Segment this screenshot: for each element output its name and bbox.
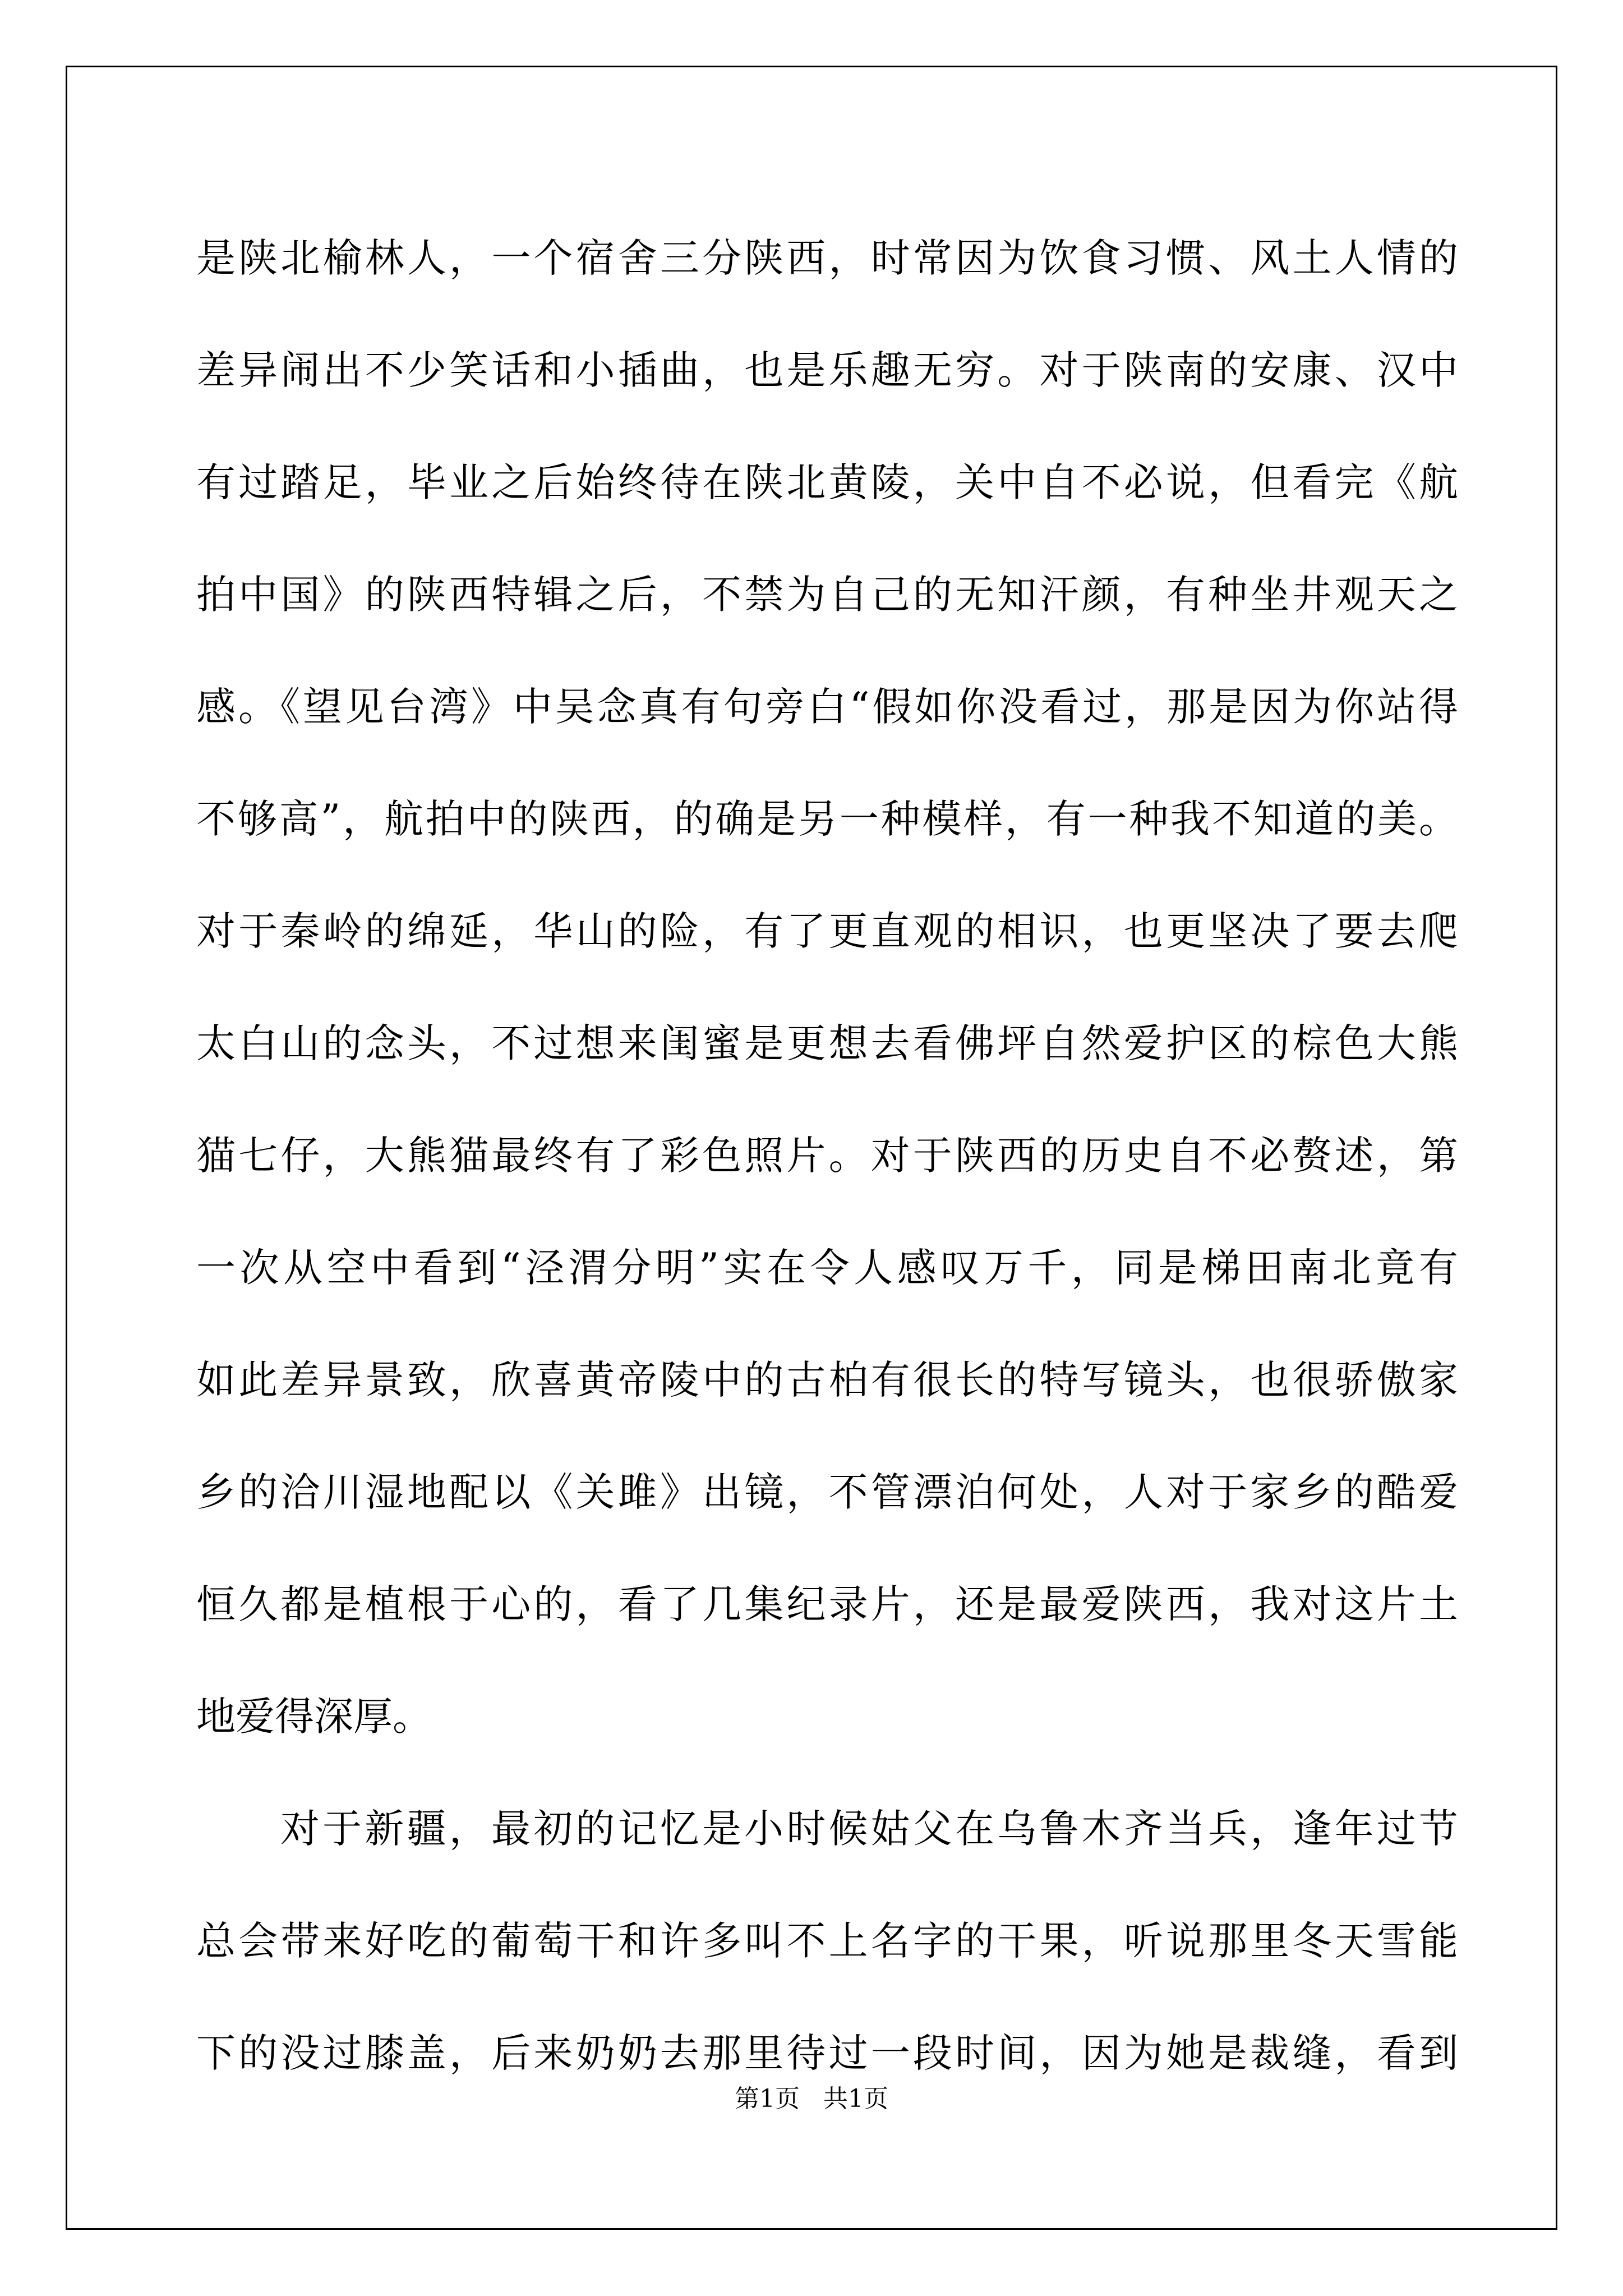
text-line: 太白山的念头，不过想来闺蜜是更想去看佛坪自然爱护区的棕色大熊 [196,1020,1458,1066]
text-line: 对于秦岭的绵延，华山的险，有了更直观的相识，也更坚决了要去爬 [196,908,1458,954]
text-line: 乡的洽川湿地配以《关雎》出镜，不管漂泊何处，人对于家乡的酷爱 [196,1469,1458,1515]
text-line: 差异闹出不少笑话和小插曲，也是乐趣无穷。对于陕南的安康、汉中 [196,347,1458,393]
text-line: 地爱得深厚。 [196,1694,432,1740]
document-body [196,202,1458,2109]
text-line: 总会带来好吃的葡萄干和许多叫不上名字的干果，听说那里冬天雪能 [196,1918,1458,1964]
text-line: 感。《望见台湾》中吴念真有句旁白“假如你没看过，那是因为你站得 [196,684,1458,730]
text-line: 如此差异景致，欣喜黄帝陵中的古柏有很长的特写镜头，也很骄傲家 [196,1357,1458,1403]
text-line: 一次从空中看到“泾渭分明”实在令人感叹万千，同是梯田南北竟有 [196,1245,1458,1291]
text-line: 拍中国》的陕西特辑之后，不禁为自己的无知汗颜，有种坐井观天之 [196,572,1458,618]
page-footer: 第1页 共1页 [735,2085,888,2113]
text-line: 对于新疆，最初的记忆是小时候姑父在乌鲁木齐当兵，逢年过节 [280,1806,1458,1852]
text-line: 恒久都是植根于心的，看了几集纪录片，还是最爱陕西，我对这片土 [196,1581,1458,1627]
text-line: 猫七仔，大熊猫最终有了彩色照片。对于陕西的历史自不必赘述，第 [196,1133,1458,1179]
text-line: 不够高”，航拍中的陕西，的确是另一种模样，有一种我不知道的美。 [196,796,1458,842]
text-line: 有过踏足，毕业之后始终待在陕北黄陵，关中自不必说，但看完《航 [196,459,1458,505]
text-line: 是陕北榆林人，一个宿舍三分陕西，时常因为饮食习惯、风土人情的 [196,235,1458,281]
text-line: 下的没过膝盖，后来奶奶去那里待过一段时间，因为她是裁缝，看到 [196,2030,1458,2076]
